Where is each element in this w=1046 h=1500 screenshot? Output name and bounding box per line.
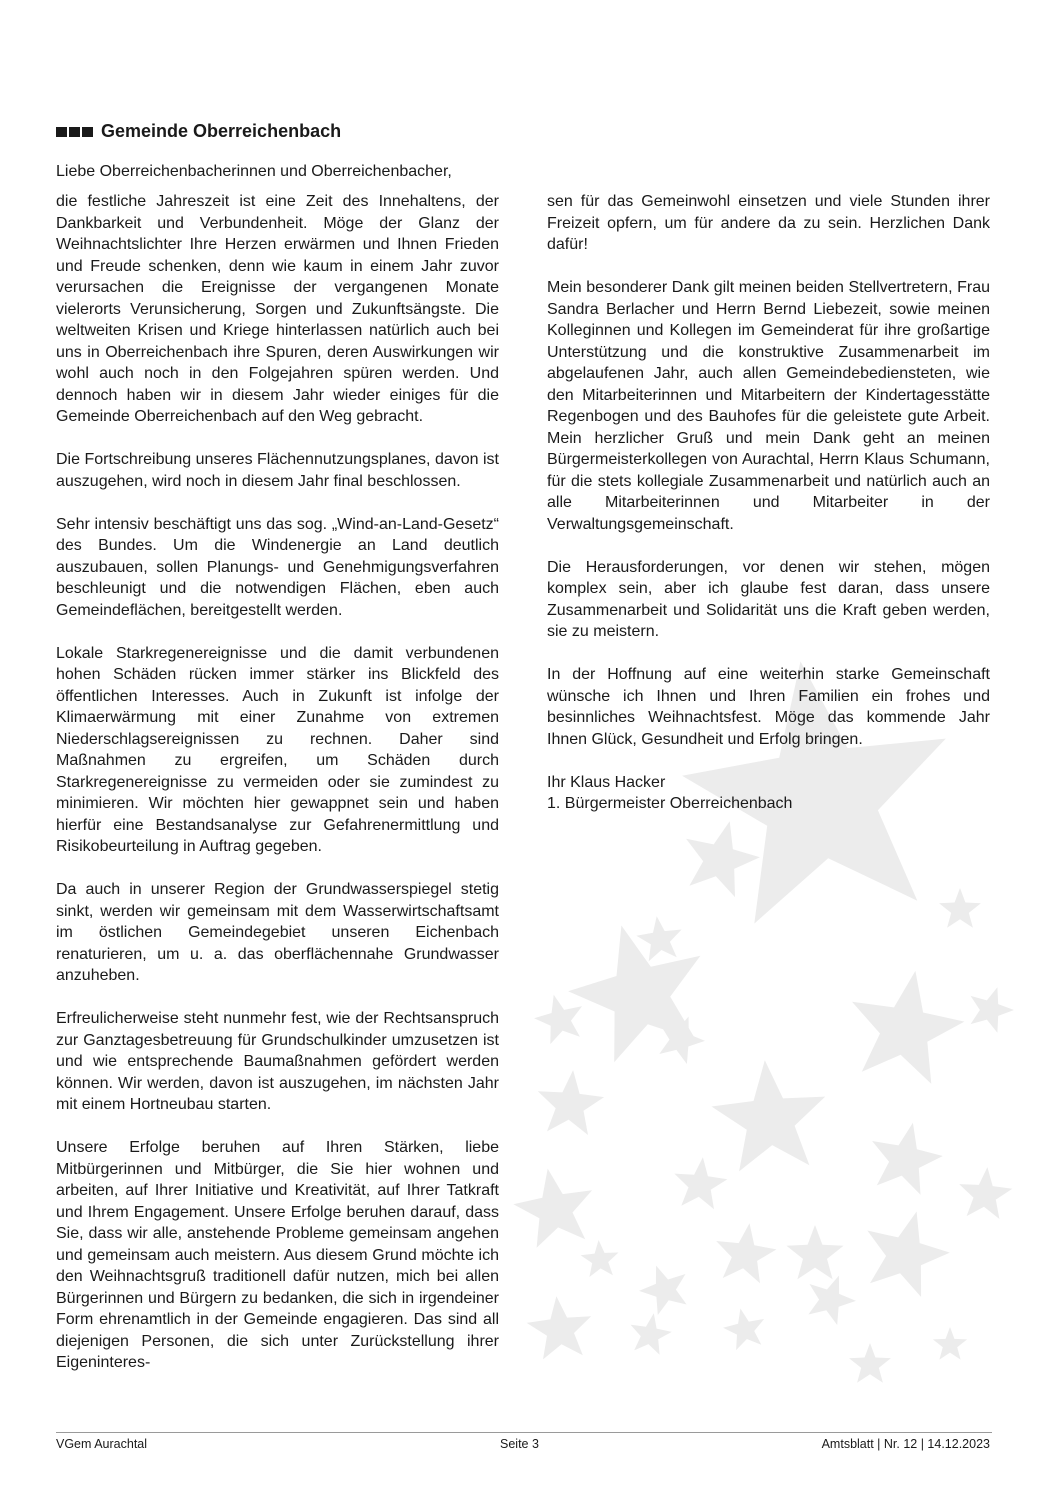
footer-issue: Amtsblatt | Nr. 12 | 14.12.2023 bbox=[821, 1437, 990, 1451]
paragraph: Die Fortschreibung unseres Flächennutzungsplanes, davon ist auszugehen, wird noch in diesem Jahr final beschlossen. bbox=[56, 451, 499, 490]
signature-name: Ihr Klaus Hacker bbox=[547, 773, 666, 791]
paragraph: Sehr intensiv beschäftigt uns das sog. „Wind-an-Land-Gesetz“ des Bundes. Um die Windenergie an Land deutlich auszubauen, sollen Planungs- und Genehmigungsverfahren beschleunigt und die notwendigen Flächen, eben auch Gemeindeflächen, bereitgestellt werden. bbox=[56, 515, 499, 619]
right-column bbox=[547, 191, 990, 815]
page-title: Gemeinde Oberreichenbach bbox=[101, 121, 342, 141]
footer-page-number: Seite 3 bbox=[500, 1437, 539, 1451]
footer-publisher: VGem Aurachtal bbox=[56, 1437, 148, 1451]
footer-divider bbox=[56, 1432, 992, 1433]
section-heading bbox=[56, 121, 341, 142]
paragraph: Die Herausforderungen, vor denen wir stehen, mögen komplex sein, aber ich glaube fest daran, dass unsere Zusammenarbeit und Solidarität uns die Kraft geben werden, sie zu meistern. bbox=[547, 558, 990, 640]
paragraph: Lokale Starkregenereignisse und die damit verbundenen hohen Schäden rücken immer stärker ins Blickfeld des öffentlichen Interesses. Auch in Zukunft ist infolge der Klimaerwärmung mit einer Zunahme von extremen Niederschlagsereignissen zu rechnen. Daher sind Maßnahmen zu ergreifen, um Schäden durch Starkregenereignisse zu vermeiden oder sie zumindest zu minimieren. Wir möchten hier gewappnet sein und haben hierfür eine Bestandsanalyse zur Gefahrenermittlung und Risikobeurteilung in Auftrag gegeben. bbox=[56, 644, 499, 855]
left-column bbox=[56, 191, 499, 1395]
paragraph: Unsere Erfolge beruhen auf Ihren Stärken, liebe Mitbürgerinnen und Mitbürger, die Sie hier wohnen und arbeiten, auf Ihrer Initiative und Kreativität, auf Ihrer Tatkraft und Ihrem Engagement. Unsere Erfolge beruhen darauf, dass Sie, dass wir alle, anstehende Probleme gemeinsam angehen und gemeinsam auch meistern. Aus diesem Grund möchte ich den Weihnachtsgruß traditionell dafür nutzen, mich bei allen Bürgerinnen und Bürgern zu bedanken, die sich in irgendeiner Form ehrenamtlich in der Gemeinde engagieren. Das sind all diejenigen Personen, die sich unter Zurückstellung ihrer Eigeninteres- bbox=[56, 1139, 499, 1371]
heading-squares-icon bbox=[56, 127, 93, 137]
salutation: Liebe Oberreichenbacherinnen und Oberreichenbacher, bbox=[56, 163, 452, 180]
paragraph: Da auch in unserer Region der Grundwasserspiegel stetig sinkt, werden wir gemeinsam mit dem Wasserwirtschaftsamt im östlichen Gemeindegebiet unseren Eichenbach renaturieren, um u. a. das oberflächennahe Grundwasser anzuheben. bbox=[56, 881, 499, 984]
paragraph: die festliche Jahreszeit ist eine Zeit des Innehaltens, der Dankbarkeit und Verbundenheit. Möge der Glanz der Weihnachtslichter Ihre Herzen erwärmen und Ihnen Frieden und Freude schenken, denn wie kaum in einem Jahr zuvor verursachen die Ereignisse der vergangenen Monate vielerorts Verunsicherung, Sorgen und Zukunftsängste. Die weltweiten Krisen und Kriege hinterlassen natürlich auch bei uns in Oberreichenbach ihre Spuren, deren Auswirkungen wir wohl auch noch in den Folgejahren spüren werden. Und dennoch haben wir in diesem Jahr wieder einiges für die Gemeinde Oberreichenbach auf den Weg gebracht. bbox=[56, 193, 499, 425]
paragraph: sen für das Gemeinwohl einsetzen und viele Stunden ihrer Freizeit opfern, um für andere da zu sein. Herzlichen Dank dafür! bbox=[547, 193, 990, 253]
paragraph: In der Hoffnung auf eine weiterhin starke Gemeinschaft wünsche ich Ihnen und Ihren Familien ein frohes und besinnliches Weihnachtsfest. Möge das kommende Jahr Ihnen Glück, Gesundheit und Erfolg bringen. bbox=[547, 666, 990, 748]
paragraph: Erfreulicherweise steht nunmehr fest, wie der Rechtsanspruch zur Ganztagesbetreuung für Grundschulkinder umzusetzen ist und wie entsprechende Baumaßnahmen gefördert werden können. Wir werden, davon ist auszugehen, im nächsten Jahr mit einem Hortneubau starten. bbox=[56, 1010, 499, 1113]
signature-title: 1. Bürgermeister Oberreichenbach bbox=[547, 795, 793, 812]
paragraph: Mein besonderer Dank gilt meinen beiden Stellvertretern, Frau Sandra Berlacher und Herrn Bernd Liebezeit, sowie meinen Kolleginnen und Kollegen im Gemeinderat für ihre großartige Unterstützung und die konstruktive Zusammenarbeit im abgelaufenen Jahr, auch allen Gemeindebediensteten, wie den Mitarbeiterinnen und Mitarbeitern der Kindertagesstätte Regenbogen und des Bauhofes für die geleistete gute Arbeit. Mein herzlicher Gruß und mein Dank geht an meinen Bürgermeisterkollegen von Aurachtal, Herrn Klaus Schumann, für die stets kollegiale Zusammenarbeit und natürlich auch an alle Mitarbeiterinnen und Mitarbeiter in der Verwaltungsgemeinschaft. bbox=[547, 279, 990, 533]
